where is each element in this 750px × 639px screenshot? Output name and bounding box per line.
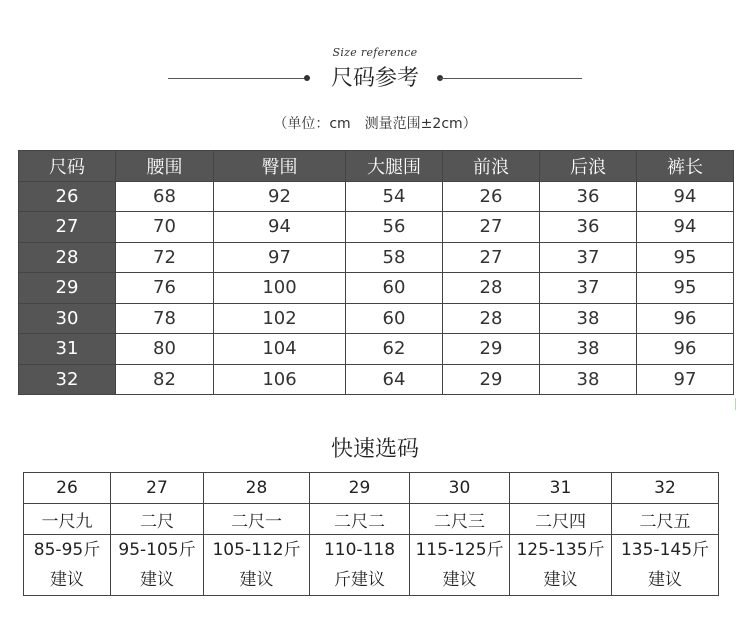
quick-weight-cell-text: 115-125斤: [415, 540, 504, 560]
measure-cell: 95: [637, 242, 734, 273]
quick-weight-cell-text: 建议: [442, 570, 477, 590]
measure-cell: 80: [116, 334, 214, 365]
table-row: [19, 303, 734, 334]
measure-cell: 38: [540, 364, 637, 395]
quick-weight-cell: [410, 535, 510, 596]
quick-weight-cell-text: 建议: [239, 570, 274, 590]
measure-cell: 60: [346, 273, 443, 304]
measure-cell: 92: [214, 181, 346, 212]
measure-cell: 100: [214, 273, 346, 304]
quick-waist-cell: [310, 504, 410, 535]
measure-cell: 26: [443, 181, 540, 212]
measure-cell: 106: [214, 364, 346, 395]
measure-cell: 97: [637, 364, 734, 395]
quick-size-cell: [612, 473, 719, 504]
size-cell: 31: [19, 334, 116, 365]
quick-weight-cell-text: 95-105斤: [118, 540, 196, 560]
measure-cell: 29: [443, 334, 540, 365]
table-row: [24, 473, 719, 504]
quick-weight-cell-text: 建议: [140, 570, 174, 590]
quick-weight-cell-text: 135-145斤: [620, 540, 710, 560]
quick-weight-cell: [612, 535, 719, 596]
measure-cell: 97: [214, 242, 346, 273]
measure-cell: 64: [346, 364, 443, 395]
measure-cell: 36: [540, 181, 637, 212]
unit-note: （单位：cm 测量范围±2cm）: [273, 116, 477, 132]
measure-cell: 78: [116, 303, 214, 334]
measure-cell: 76: [116, 273, 214, 304]
quick-size-cell-text: 30: [448, 478, 471, 498]
quick-waist-cell-text: 二尺二: [334, 511, 385, 532]
measure-cell: 29: [443, 364, 540, 395]
quick-size-cell-text: 31: [549, 478, 572, 498]
measure-cell: 37: [540, 273, 637, 304]
quick-select-title: 快速选码: [330, 437, 419, 462]
quick-waist-cell: [204, 504, 310, 535]
size-cell: 27: [19, 212, 116, 243]
measure-cell: 36: [540, 212, 637, 243]
header-thigh: 大腿围: [346, 151, 443, 182]
measure-cell: 94: [637, 212, 734, 243]
measure-cell: 27: [443, 212, 540, 243]
quick-weight-cell-text: 建议: [543, 570, 578, 590]
measure-cell: 94: [214, 212, 346, 243]
table-row: [19, 242, 734, 273]
quick-weight-cell-text: 85-95斤: [33, 540, 101, 560]
measure-cell: 37: [540, 242, 637, 273]
measure-cell: 56: [346, 212, 443, 243]
table-row: [24, 504, 719, 535]
table-row: [19, 212, 734, 243]
measure-cell: 54: [346, 181, 443, 212]
quick-size-cell-text: 27: [146, 478, 168, 498]
quick-weight-cell: [111, 535, 204, 596]
quick-weight-cell: [24, 535, 111, 596]
quick-weight-cell-text: 125-135斤: [516, 540, 605, 560]
quick-waist-cell: [510, 504, 612, 535]
measure-cell: 96: [637, 334, 734, 365]
size-cell: 32: [19, 364, 116, 395]
measure-cell: 38: [540, 334, 637, 365]
quick-size-cell: [111, 473, 204, 504]
measure-cell: 102: [214, 303, 346, 334]
quick-size-cell: [410, 473, 510, 504]
divider-line-right: [440, 78, 582, 79]
quick-size-cell: [204, 473, 310, 504]
quick-waist-cell: [111, 504, 204, 535]
measure-cell: 27: [443, 242, 540, 273]
script-title: Size reference: [332, 46, 418, 59]
quick-weight-cell-text: 105-112斤: [212, 540, 301, 560]
table-row: [19, 334, 734, 365]
quick-weight-cell: [204, 535, 310, 596]
quick-waist-cell: [612, 504, 719, 535]
header-front-rise: 前浪: [443, 151, 540, 182]
header-hip: 臀围: [214, 151, 346, 182]
measure-cell: 68: [116, 181, 214, 212]
measure-cell: 72: [116, 242, 214, 273]
size-cell: 26: [19, 181, 116, 212]
quick-waist-cell-text: 二尺四: [535, 511, 586, 532]
size-cell: 30: [19, 303, 116, 334]
quick-size-cell-text: 29: [348, 478, 371, 498]
quick-waist-cell: [24, 504, 111, 535]
quick-size-cell-text: 26: [56, 478, 78, 498]
measure-cell: 28: [443, 303, 540, 334]
measure-cell: 95: [637, 273, 734, 304]
measure-cell: 70: [116, 212, 214, 243]
divider-dot-left: [304, 75, 310, 81]
quick-waist-cell-text: 二尺一: [231, 511, 282, 532]
divider-line-left: [168, 78, 306, 79]
measure-cell: 104: [214, 334, 346, 365]
quick-waist-cell-text: 二尺五: [639, 511, 691, 532]
quick-select-table: [23, 472, 719, 596]
heading-row: [0, 63, 750, 97]
table-row: [19, 273, 734, 304]
header-back-rise: 后浪: [540, 151, 637, 182]
table-row: [19, 364, 734, 395]
measure-cell: 60: [346, 303, 443, 334]
quick-size-cell: [510, 473, 612, 504]
header-size: 尺码: [19, 151, 116, 182]
measure-cell: 82: [116, 364, 214, 395]
quick-weight-cell: [510, 535, 612, 596]
quick-weight-cell-text: 建议: [50, 570, 84, 590]
quick-weight-cell-text: 110-118: [323, 540, 396, 560]
size-table-header-row: [19, 151, 734, 182]
edge-mark: [735, 398, 736, 410]
quick-size-cell: [24, 473, 111, 504]
quick-weight-cell-text: 斤建议: [334, 570, 385, 590]
quick-size-cell: [310, 473, 410, 504]
measure-cell: 96: [637, 303, 734, 334]
measure-cell: 62: [346, 334, 443, 365]
quick-waist-cell-text: 二尺三: [434, 511, 485, 532]
page-title: 尺码参考: [330, 66, 419, 91]
size-cell: 28: [19, 242, 116, 273]
quick-size-cell-text: 32: [654, 478, 676, 498]
size-cell: 29: [19, 273, 116, 304]
quick-size-cell-text: 28: [245, 478, 268, 498]
quick-weight-cell-text: 建议: [648, 570, 682, 590]
header-length: 裤长: [637, 151, 734, 182]
quick-waist-cell: [410, 504, 510, 535]
quick-waist-cell-text: 一尺九: [41, 511, 93, 532]
measure-cell: 94: [637, 181, 734, 212]
measure-cell: 58: [346, 242, 443, 273]
header-waist: 腰围: [116, 151, 214, 182]
table-row: [24, 535, 719, 596]
size-table: [18, 150, 734, 395]
table-row: [19, 181, 734, 212]
quick-weight-cell: [310, 535, 410, 596]
quick-waist-cell-text: 二尺: [140, 511, 174, 532]
measure-cell: 38: [540, 303, 637, 334]
measure-cell: 28: [443, 273, 540, 304]
